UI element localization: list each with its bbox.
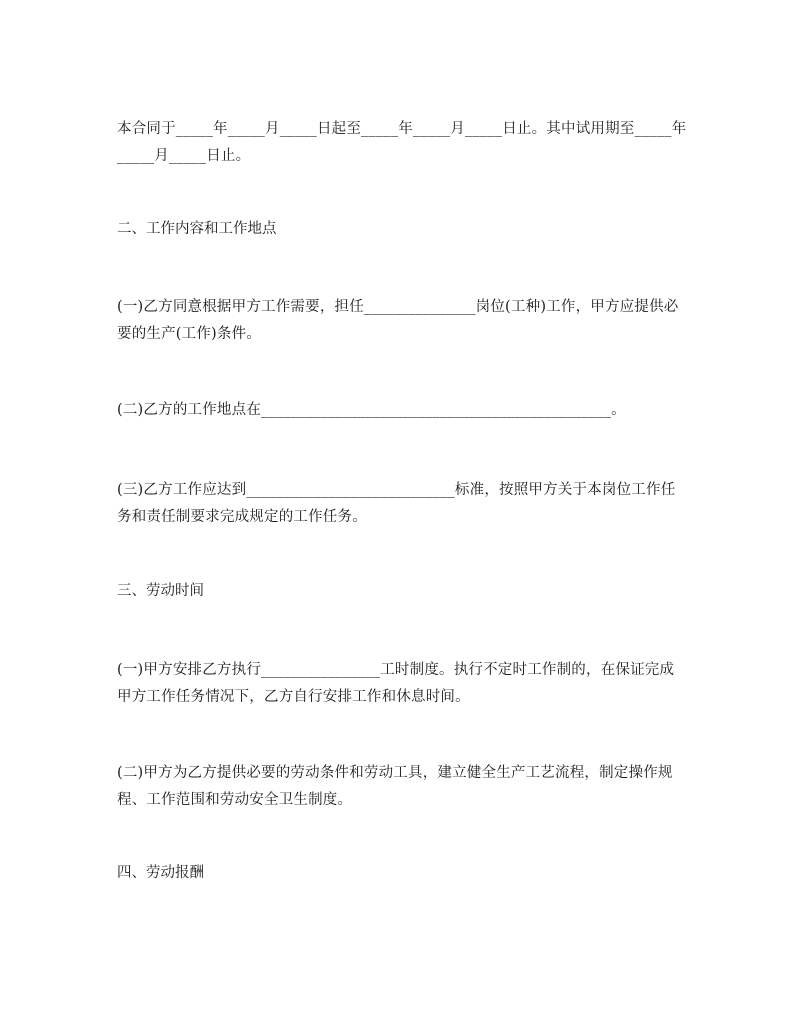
working-hours-item-2: (二)甲方为乙方提供必要的劳动条件和劳动工具，建立健全生产工艺流程，制定操作规程、工作范围和劳动安全卫生制度。 [117,765,673,808]
working-hours-item-1: (一)甲方安排乙方执行________________工时制度。执行不定时工作制的，在保证完成甲方工作任务情况下，乙方自行安排工作和休息时间。 [117,662,675,705]
section-heading-work-content: 二、工作内容和工作地点 [117,221,277,237]
contract-term-paragraph: 本合同于_____年_____月_____日起至_____年_____月_____日止。其中试用期至_____年_____月_____日止。 [117,121,687,164]
section-heading-remuneration: 四、劳动报酬 [117,865,204,881]
work-content-item-1: (一)乙方同意根据甲方工作需要，担任_______________岗位(工种)工作，甲方应提供必要的生产(工作)条件。 [117,299,679,342]
section-heading-working-hours: 三、劳动时间 [117,583,204,599]
work-content-item-2: (二)乙方的工作地点在_______________________________________________。 [117,402,626,418]
work-content-item-3: (三)乙方工作应达到____________________________标准，按照甲方关于本岗位工作任务和责任制要求完成规定的工作任务。 [117,482,676,525]
